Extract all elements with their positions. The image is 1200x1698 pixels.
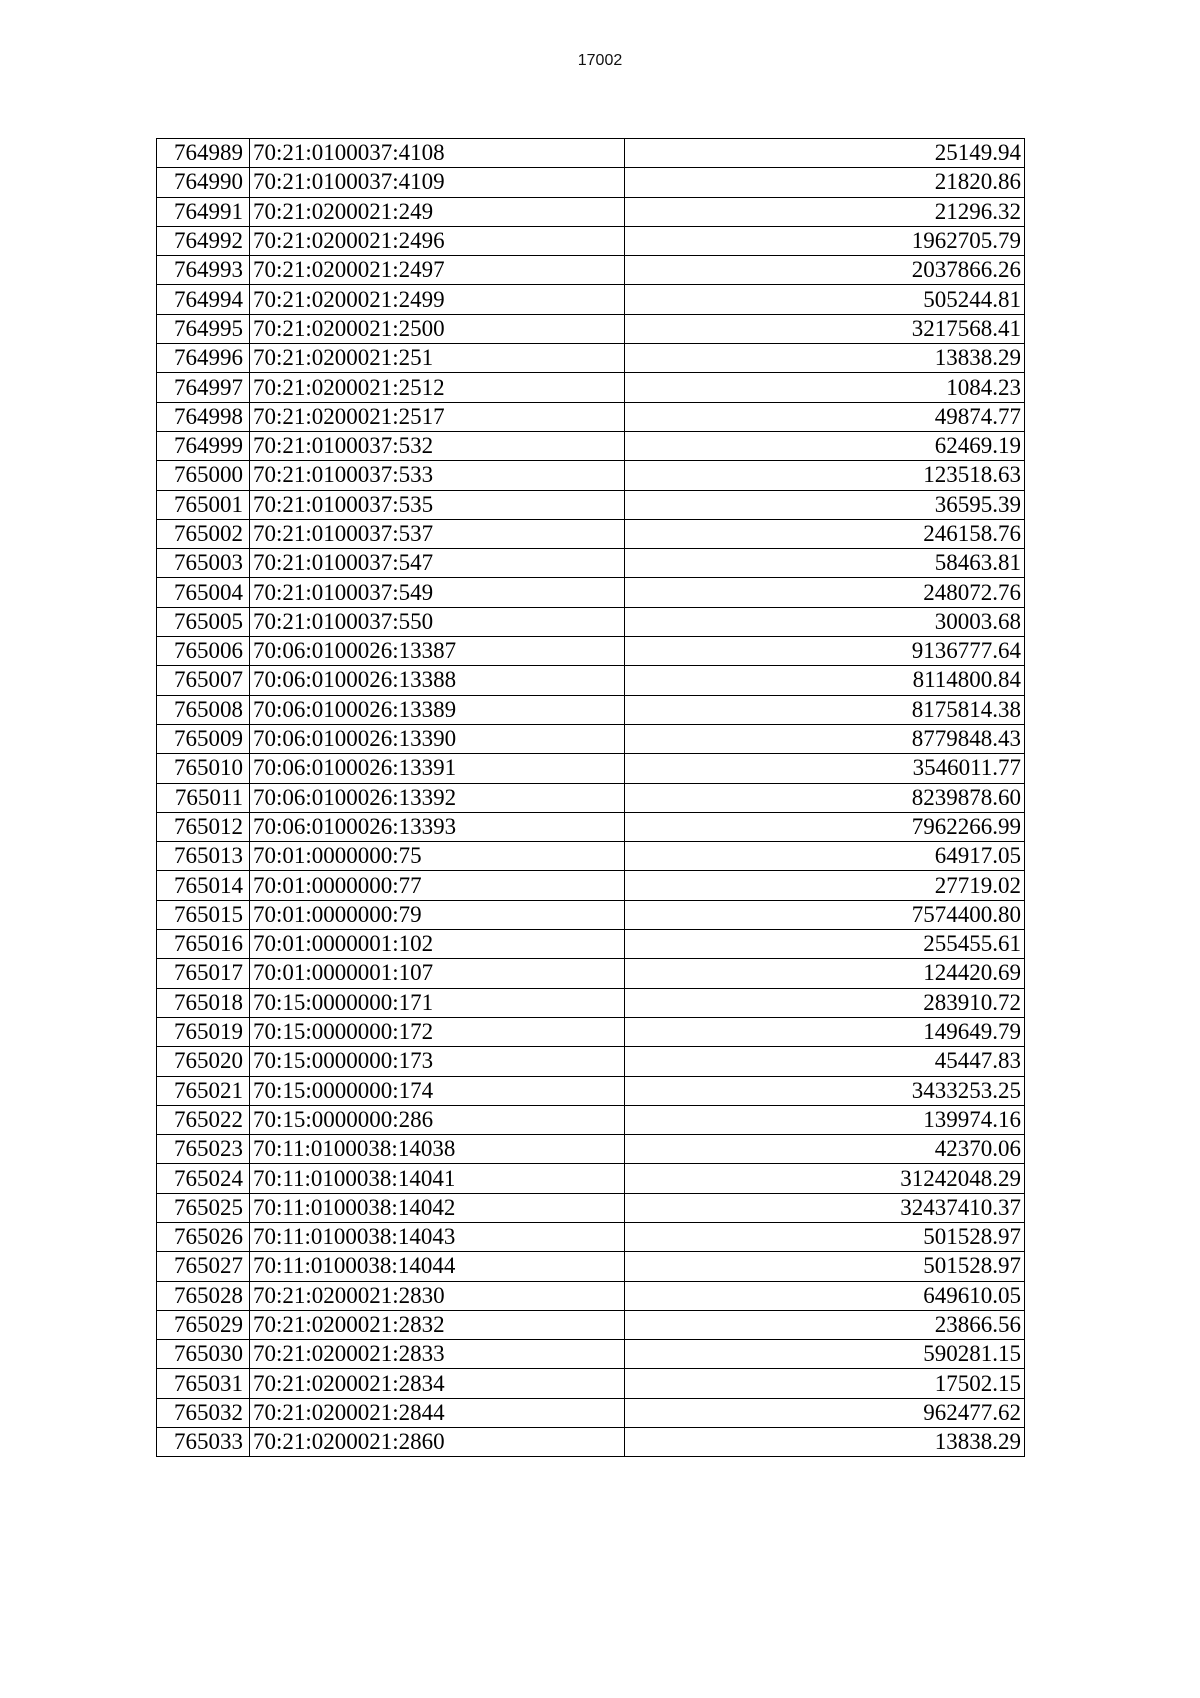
row-id-cell: 765025 [157, 1193, 250, 1222]
row-id-cell: 765016 [157, 930, 250, 959]
data-table [156, 138, 1025, 1457]
row-id-cell: 765023 [157, 1135, 250, 1164]
table-row [157, 578, 1025, 607]
cadastral-number-cell: 70:06:0100026:13391 [250, 754, 625, 783]
table-row [157, 373, 1025, 402]
value-cell: 505244.81 [625, 285, 1025, 314]
row-id-cell: 765028 [157, 1281, 250, 1310]
table-row [157, 1340, 1025, 1369]
table-row [157, 490, 1025, 519]
row-id-cell: 765031 [157, 1369, 250, 1398]
row-id-cell: 765030 [157, 1340, 250, 1369]
row-id-cell: 765000 [157, 461, 250, 490]
row-id-cell: 765021 [157, 1076, 250, 1105]
value-cell: 31242048.29 [625, 1164, 1025, 1193]
page-number: 17002 [577, 52, 623, 69]
cadastral-number-cell: 70:21:0100037:4108 [250, 139, 625, 168]
row-id-cell: 764998 [157, 402, 250, 431]
value-cell: 255455.61 [625, 930, 1025, 959]
value-cell: 45447.83 [625, 1047, 1025, 1076]
row-id-cell: 764995 [157, 314, 250, 343]
table-row [157, 139, 1025, 168]
value-cell: 139974.16 [625, 1105, 1025, 1134]
table-row [157, 988, 1025, 1017]
row-id-cell: 764990 [157, 168, 250, 197]
cadastral-number-cell: 70:11:0100038:14041 [250, 1164, 625, 1193]
table-row [157, 871, 1025, 900]
table-row [157, 842, 1025, 871]
cadastral-number-cell: 70:21:0100037:533 [250, 461, 625, 490]
value-cell: 8114800.84 [625, 666, 1025, 695]
table-row [157, 519, 1025, 548]
cadastral-number-cell: 70:21:0200021:2499 [250, 285, 625, 314]
table-row [157, 256, 1025, 285]
table-row [157, 1076, 1025, 1105]
cadastral-number-cell: 70:15:0000000:286 [250, 1105, 625, 1134]
data-table-container [156, 138, 1025, 1457]
cadastral-number-cell: 70:06:0100026:13390 [250, 724, 625, 753]
table-row [157, 1281, 1025, 1310]
table-row [157, 1017, 1025, 1046]
row-id-cell: 765019 [157, 1017, 250, 1046]
table-row [157, 285, 1025, 314]
table-row [157, 549, 1025, 578]
value-cell: 9136777.64 [625, 637, 1025, 666]
cadastral-number-cell: 70:06:0100026:13393 [250, 812, 625, 841]
value-cell: 64917.05 [625, 842, 1025, 871]
row-id-cell: 765013 [157, 842, 250, 871]
table-row [157, 1310, 1025, 1339]
table-row [157, 607, 1025, 636]
cadastral-number-cell: 70:21:0100037:4109 [250, 168, 625, 197]
value-cell: 123518.63 [625, 461, 1025, 490]
cadastral-number-cell: 70:21:0100037:549 [250, 578, 625, 607]
value-cell: 3217568.41 [625, 314, 1025, 343]
cadastral-number-cell: 70:15:0000000:172 [250, 1017, 625, 1046]
row-id-cell: 765029 [157, 1310, 250, 1339]
table-row [157, 724, 1025, 753]
value-cell: 149649.79 [625, 1017, 1025, 1046]
table-row [157, 930, 1025, 959]
table-row [157, 637, 1025, 666]
table-row [157, 812, 1025, 841]
row-id-cell: 765005 [157, 607, 250, 636]
table-row [157, 1398, 1025, 1427]
row-id-cell: 764997 [157, 373, 250, 402]
value-cell: 8239878.60 [625, 783, 1025, 812]
value-cell: 283910.72 [625, 988, 1025, 1017]
value-cell: 23866.56 [625, 1310, 1025, 1339]
cadastral-number-cell: 70:01:0000000:77 [250, 871, 625, 900]
cadastral-number-cell: 70:21:0100037:550 [250, 607, 625, 636]
row-id-cell: 765001 [157, 490, 250, 519]
cadastral-number-cell: 70:21:0200021:2496 [250, 226, 625, 255]
table-row [157, 1164, 1025, 1193]
cadastral-number-cell: 70:11:0100038:14044 [250, 1252, 625, 1281]
value-cell: 1084.23 [625, 373, 1025, 402]
table-row [157, 226, 1025, 255]
row-id-cell: 765024 [157, 1164, 250, 1193]
row-id-cell: 765002 [157, 519, 250, 548]
table-row [157, 695, 1025, 724]
value-cell: 2037866.26 [625, 256, 1025, 285]
row-id-cell: 765032 [157, 1398, 250, 1427]
table-row [157, 1105, 1025, 1134]
row-id-cell: 765008 [157, 695, 250, 724]
cadastral-number-cell: 70:15:0000000:171 [250, 988, 625, 1017]
cadastral-number-cell: 70:01:0000000:75 [250, 842, 625, 871]
row-id-cell: 765020 [157, 1047, 250, 1076]
cadastral-number-cell: 70:21:0200021:2497 [250, 256, 625, 285]
value-cell: 49874.77 [625, 402, 1025, 431]
table-row [157, 754, 1025, 783]
value-cell: 962477.62 [625, 1398, 1025, 1427]
cadastral-number-cell: 70:06:0100026:13387 [250, 637, 625, 666]
table-body [157, 139, 1025, 1457]
value-cell: 1962705.79 [625, 226, 1025, 255]
value-cell: 17502.15 [625, 1369, 1025, 1398]
cadastral-number-cell: 70:21:0100037:537 [250, 519, 625, 548]
row-id-cell: 764999 [157, 431, 250, 460]
cadastral-number-cell: 70:21:0200021:2844 [250, 1398, 625, 1427]
table-row [157, 1222, 1025, 1251]
value-cell: 13838.29 [625, 1428, 1025, 1457]
value-cell: 21820.86 [625, 168, 1025, 197]
value-cell: 13838.29 [625, 344, 1025, 373]
cadastral-number-cell: 70:06:0100026:13392 [250, 783, 625, 812]
table-row [157, 1252, 1025, 1281]
table-row [157, 344, 1025, 373]
table-row [157, 1193, 1025, 1222]
cadastral-number-cell: 70:21:0100037:535 [250, 490, 625, 519]
cadastral-number-cell: 70:21:0100037:547 [250, 549, 625, 578]
value-cell: 25149.94 [625, 139, 1025, 168]
table-row [157, 1135, 1025, 1164]
cadastral-number-cell: 70:21:0200021:2512 [250, 373, 625, 402]
value-cell: 124420.69 [625, 959, 1025, 988]
cadastral-number-cell: 70:11:0100038:14042 [250, 1193, 625, 1222]
cadastral-number-cell: 70:21:0100037:532 [250, 431, 625, 460]
table-row [157, 666, 1025, 695]
cadastral-number-cell: 70:21:0200021:2500 [250, 314, 625, 343]
value-cell: 62469.19 [625, 431, 1025, 460]
cadastral-number-cell: 70:15:0000000:174 [250, 1076, 625, 1105]
cadastral-number-cell: 70:01:0000001:102 [250, 930, 625, 959]
row-id-cell: 764992 [157, 226, 250, 255]
value-cell: 21296.32 [625, 197, 1025, 226]
value-cell: 7574400.80 [625, 900, 1025, 929]
table-row [157, 1047, 1025, 1076]
value-cell: 27719.02 [625, 871, 1025, 900]
cadastral-number-cell: 70:15:0000000:173 [250, 1047, 625, 1076]
row-id-cell: 764993 [157, 256, 250, 285]
value-cell: 30003.68 [625, 607, 1025, 636]
row-id-cell: 765017 [157, 959, 250, 988]
table-row [157, 314, 1025, 343]
row-id-cell: 765022 [157, 1105, 250, 1134]
table-row [157, 1428, 1025, 1457]
row-id-cell: 765010 [157, 754, 250, 783]
table-row [157, 1369, 1025, 1398]
row-id-cell: 765026 [157, 1222, 250, 1251]
table-row [157, 461, 1025, 490]
value-cell: 501528.97 [625, 1222, 1025, 1251]
row-id-cell: 764996 [157, 344, 250, 373]
table-row [157, 959, 1025, 988]
row-id-cell: 765004 [157, 578, 250, 607]
value-cell: 58463.81 [625, 549, 1025, 578]
value-cell: 7962266.99 [625, 812, 1025, 841]
row-id-cell: 765033 [157, 1428, 250, 1457]
value-cell: 42370.06 [625, 1135, 1025, 1164]
cadastral-number-cell: 70:06:0100026:13389 [250, 695, 625, 724]
value-cell: 8779848.43 [625, 724, 1025, 753]
row-id-cell: 765018 [157, 988, 250, 1017]
row-id-cell: 764994 [157, 285, 250, 314]
row-id-cell: 765011 [157, 783, 250, 812]
value-cell: 36595.39 [625, 490, 1025, 519]
table-row [157, 168, 1025, 197]
row-id-cell: 765003 [157, 549, 250, 578]
cadastral-number-cell: 70:01:0000001:107 [250, 959, 625, 988]
cadastral-number-cell: 70:21:0200021:2832 [250, 1310, 625, 1339]
row-id-cell: 765015 [157, 900, 250, 929]
value-cell: 649610.05 [625, 1281, 1025, 1310]
cadastral-number-cell: 70:21:0200021:2517 [250, 402, 625, 431]
value-cell: 590281.15 [625, 1340, 1025, 1369]
row-id-cell: 765027 [157, 1252, 250, 1281]
table-row [157, 402, 1025, 431]
cadastral-number-cell: 70:21:0200021:251 [250, 344, 625, 373]
table-row [157, 431, 1025, 460]
cadastral-number-cell: 70:21:0200021:249 [250, 197, 625, 226]
value-cell: 246158.76 [625, 519, 1025, 548]
value-cell: 32437410.37 [625, 1193, 1025, 1222]
value-cell: 501528.97 [625, 1252, 1025, 1281]
cadastral-number-cell: 70:21:0200021:2834 [250, 1369, 625, 1398]
row-id-cell: 765012 [157, 812, 250, 841]
value-cell: 8175814.38 [625, 695, 1025, 724]
table-row [157, 197, 1025, 226]
row-id-cell: 765014 [157, 871, 250, 900]
table-row [157, 783, 1025, 812]
cadastral-number-cell: 70:06:0100026:13388 [250, 666, 625, 695]
cadastral-number-cell: 70:11:0100038:14038 [250, 1135, 625, 1164]
cadastral-number-cell: 70:21:0200021:2860 [250, 1428, 625, 1457]
value-cell: 3433253.25 [625, 1076, 1025, 1105]
cadastral-number-cell: 70:21:0200021:2833 [250, 1340, 625, 1369]
row-id-cell: 765009 [157, 724, 250, 753]
row-id-cell: 765007 [157, 666, 250, 695]
row-id-cell: 764991 [157, 197, 250, 226]
value-cell: 3546011.77 [625, 754, 1025, 783]
table-row [157, 900, 1025, 929]
row-id-cell: 765006 [157, 637, 250, 666]
row-id-cell: 764989 [157, 139, 250, 168]
value-cell: 248072.76 [625, 578, 1025, 607]
cadastral-number-cell: 70:01:0000000:79 [250, 900, 625, 929]
cadastral-number-cell: 70:11:0100038:14043 [250, 1222, 625, 1251]
cadastral-number-cell: 70:21:0200021:2830 [250, 1281, 625, 1310]
